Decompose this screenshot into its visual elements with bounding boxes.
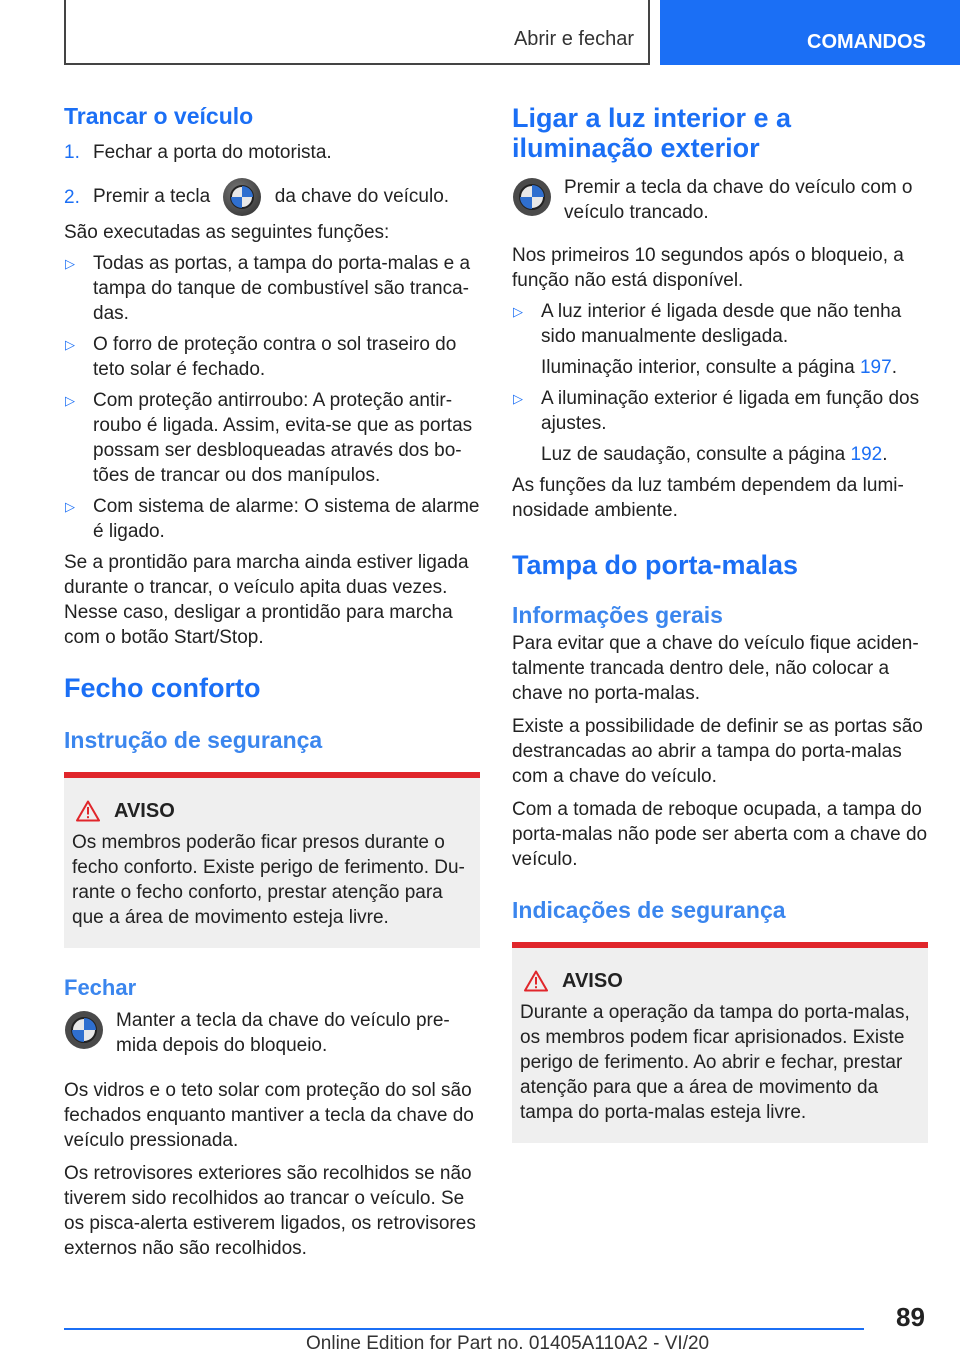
key-button-icon xyxy=(64,1010,104,1050)
light-paragraph-2: As funções da luz também dependem da lumi-nosidade ambiente. xyxy=(512,475,904,521)
step-2 xyxy=(64,178,480,216)
warning-box xyxy=(512,942,928,1143)
header-chapter-label: COMANDOS xyxy=(807,31,926,53)
close-icon-text: Manter a tecla da chave do veículo pre-mida depois do bloqueio. xyxy=(116,1010,450,1056)
key-button-icon xyxy=(512,177,552,217)
lock-heading: Trancar o veículo xyxy=(64,103,254,129)
triangle-bullet-icon: ▷ xyxy=(65,393,75,408)
warning-title: AVISO xyxy=(562,970,623,992)
warning-text: Os membros poderão ficar presos durante o fecho conforto. Existe perigo de ferimento. Du-rante o fecho conforto, prestar atenção para que a área de movimento esteja livre. xyxy=(72,832,465,928)
step-text-pre: Premir a tecla xyxy=(93,186,211,208)
function-bullet: ▷ Todas as portas, a tampa do porta-malas e a tampa do tanque de combustível são tranca-das. xyxy=(65,253,471,324)
trunk-heading: Tampa do porta-malas xyxy=(512,550,799,580)
light-key-instruction xyxy=(512,175,928,225)
readiness-note: Se a prontidão para marcha ainda estiver ligada durante o trancar, o veículo apita duas vezes. Nesse caso, desligar a prontidão para marcha com o botão Start/Stop. xyxy=(64,552,469,648)
light-reference: Luz de saudação, consulte a página 192. xyxy=(541,444,888,465)
warning-box xyxy=(64,772,480,948)
safety-instruction-heading: Instrução de segurança xyxy=(64,727,323,753)
light-reference: Iluminação interior, consulte a página 197. xyxy=(541,357,897,378)
light-bullet: ▷ A iluminação exterior é ligada em função dos ajustes. xyxy=(513,388,920,434)
triangle-bullet-icon: ▷ xyxy=(65,256,75,271)
light-heading: Ligar a luz interior e a iluminação exterior xyxy=(512,103,792,163)
function-bullet: ▷ Com proteção antirroubo: A proteção antir-roubo é ligada. Assim, evita-se que as portas possam ser desbloqueadas através dos bo-tões de trancar ou dos manípulos. xyxy=(65,390,473,486)
edition-note: Online Edition for Part no. 01405A110A2 - VI/20 xyxy=(306,1333,710,1354)
close-key-instruction xyxy=(64,1008,480,1058)
header-chapter-tab xyxy=(660,0,960,65)
light-icon-text: Premir a tecla da chave do veículo com o veículo trancado. xyxy=(564,177,913,223)
triangle-bullet-icon: ▷ xyxy=(513,391,523,406)
right-column xyxy=(512,100,928,1143)
header-section-box xyxy=(64,0,650,65)
warning-triangle-icon xyxy=(76,800,100,822)
light-bullet: ▷ A luz interior é ligada desde que não tenha sido manualmente desligada. xyxy=(513,301,902,347)
general-info-heading: Informações gerais xyxy=(512,602,723,628)
close-paragraph-1: Os vidros e o teto solar com proteção do sol são fechados enquanto mantiver a tecla da chave do veículo pressionada. xyxy=(64,1080,474,1151)
page-link[interactable]: 192 xyxy=(850,444,883,465)
general-paragraph-3: Com a tomada de reboque ocupada, a tampa do porta-malas não pode ser aberta com a chave do veículo. xyxy=(512,799,928,870)
footer-divider xyxy=(64,1328,864,1330)
general-paragraph-1: Para evitar que a chave do veículo fique aciden-talmente trancada dentro dele, não colocar a chave no porta-malas. xyxy=(512,633,919,704)
close-heading: Fechar xyxy=(64,975,137,1000)
comfort-heading: Fecho conforto xyxy=(64,673,261,703)
warning-title: AVISO xyxy=(114,800,175,822)
step-1 xyxy=(64,140,480,165)
warning-text: Durante a operação da tampa do porta-malas, os membros podem ficar aprisionados. Existe perigo de ferimento. Ao abrir e fechar, prestar atenção para que a área de movimento da tampa do porta-malas esteja livre. xyxy=(520,1002,910,1123)
close-paragraph-2: Os retrovisores exteriores são recolhidos se não tiverem sido recolhidos ao trancar o veículo. Se os pisca-alerta estiverem ligados, os retrovisores externos não são recolhidos. xyxy=(64,1163,476,1259)
light-paragraph-1: Nos primeiros 10 segundos após o bloqueio, a função não está disponível. xyxy=(512,245,904,291)
step-text-post: da chave do veículo. xyxy=(274,186,450,208)
triangle-bullet-icon: ▷ xyxy=(513,304,523,319)
step-number: 2. xyxy=(64,186,80,208)
functions-intro: São executadas as seguintes funções: xyxy=(64,222,390,243)
page-link[interactable]: 197 xyxy=(859,357,892,378)
warning-triangle-icon xyxy=(524,970,548,992)
safety-indications-heading: Indicações de segurança xyxy=(512,897,786,923)
header-section-title: Abrir e fechar xyxy=(513,28,634,50)
function-bullet: ▷ O forro de proteção contra o sol traseiro do teto solar é fechado. xyxy=(65,334,457,380)
function-bullet: ▷ Com sistema de alarme: O sistema de alarme é ligado. xyxy=(65,496,480,542)
key-lock-button-icon xyxy=(223,178,261,216)
triangle-bullet-icon: ▷ xyxy=(65,337,75,352)
triangle-bullet-icon: ▷ xyxy=(65,499,75,514)
page-number: 89 xyxy=(896,1302,925,1332)
left-column xyxy=(64,100,480,1261)
step-number: 1. xyxy=(64,142,80,163)
general-paragraph-2: Existe a possibilidade de definir se as portas são destrancadas ao abrir a tampa do porta-malas com a chave do veículo. xyxy=(512,716,923,787)
step-text: Fechar a porta do motorista. xyxy=(93,142,332,163)
